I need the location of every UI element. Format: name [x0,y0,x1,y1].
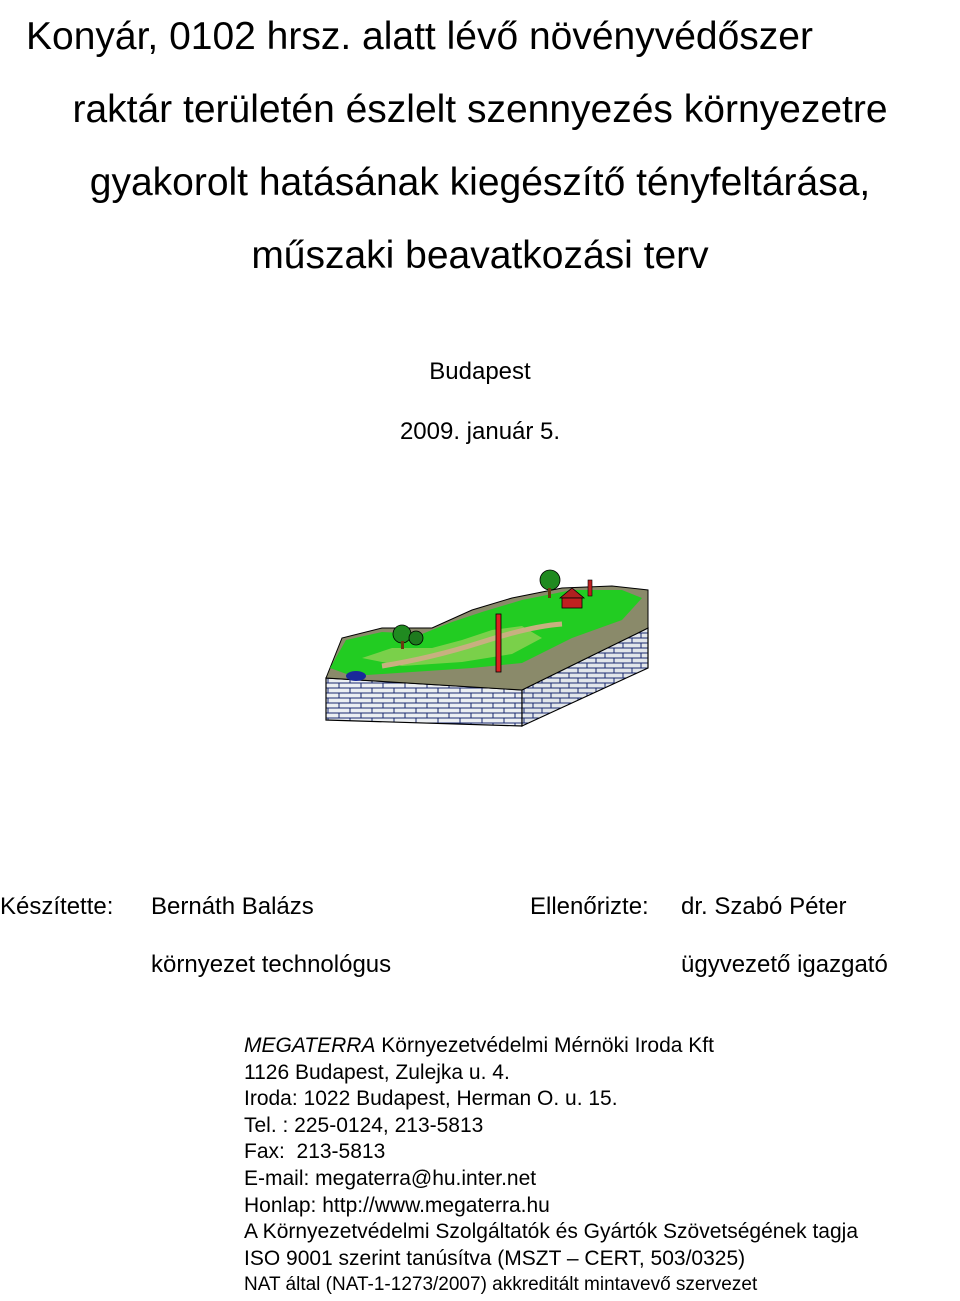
company-name-italic: MEGATERRA [244,1034,376,1057]
company-name-rest: Környezetvédelmi Mérnöki Iroda Kft [375,1034,714,1057]
company-info [244,1033,858,1299]
company-address: 1126 Budapest, Zulejka u. 4. [244,1060,510,1084]
company-email: E-mail: megaterra@hu.inter.net [244,1166,537,1190]
title-line-1: Konyár, 0102 hrsz. alatt lévő növényvédőszer [26,15,813,58]
prepared-by-role: környezet technológus [151,951,392,978]
geology-block-diagram-icon [322,568,652,728]
document-title [0,0,960,292]
company-tel: Tel. : 225-0124, 213-5813 [244,1113,484,1137]
checked-by-label: Ellenőrizte: [530,893,649,920]
title-line-3: gyakorolt hatásának kiegészítő tényfeltárása, [89,161,871,204]
prepared-by-name: Bernáth Balázs [151,893,314,920]
company-nat: NAT által (NAT-1-1273/2007) akkreditált mintavevő szervezet [244,1274,758,1296]
company-office: Iroda: 1022 Budapest, Herman O. u. 15. [244,1087,618,1111]
prepared-by-label: Készítette: [0,893,114,920]
company-name [244,1033,858,1060]
title-line-4: műszaki beavatkozási terv [251,234,709,277]
checked-by-role: ügyvezető igazgató [681,951,888,978]
checked-by-name: dr. Szabó Péter [681,893,847,920]
place: Budapest [429,358,531,385]
company-iso: ISO 9001 szerint tanúsítva (MSZT – CERT, 503/0325) [244,1246,746,1270]
date: 2009. január 5. [399,418,561,445]
company-membership: A Környezetvédelmi Szolgáltatók és Gyártók Szövetségének tagja [244,1220,859,1244]
company-fax: Fax: 213-5813 [244,1140,386,1164]
title-line-2: raktár területén észlelt szennyezés környezetre [72,88,888,131]
company-web: Honlap: http://www.megaterra.hu [244,1193,550,1217]
